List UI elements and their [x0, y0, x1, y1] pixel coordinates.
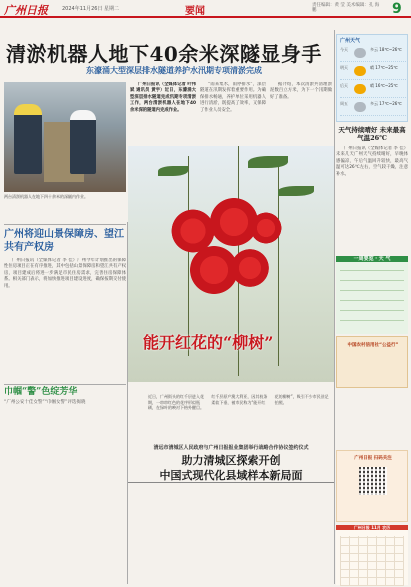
divider — [128, 482, 334, 483]
cloud-icon — [354, 48, 366, 58]
flower-bloom — [228, 246, 272, 290]
editor-credits: 责任编辑：黄 莹 美术编辑：孔 海 鹏 — [312, 3, 380, 13]
worker-figure — [14, 104, 42, 174]
weather-row — [340, 45, 406, 62]
weather-text: 多云 17℃~26℃ — [370, 101, 402, 106]
weather-row — [340, 81, 406, 98]
advertisement-box[interactable] — [336, 336, 408, 388]
branch — [278, 166, 279, 366]
weather-day: 明天 — [340, 65, 348, 70]
article-paragraph: 据介绍，本次清淤共清理淤泥数百立方米，为下一个汛期做好了准备。 — [270, 82, 332, 100]
qr-promo-box[interactable] — [336, 450, 408, 522]
divider — [4, 384, 126, 385]
bottom-story-headline: 助力清城区探索开创 — [181, 454, 281, 467]
weather-city: 广州天气 — [340, 38, 361, 44]
page-number: 9 — [392, 1, 402, 17]
weekly-summary-box — [336, 256, 408, 334]
robot-workers-photo — [4, 82, 126, 192]
article-column — [128, 486, 194, 584]
qr-promo-title: 广州日报 扫码关注 — [354, 456, 392, 461]
article-paragraph: 广州日报讯（全媒体记者 李 佳）未来几天广州天气持续晴好，早晚体感偏凉，午后气温回升较快，最高气温可达26℃左右，空气较干燥，注意补水。 — [336, 146, 408, 177]
feature-body: 近日，广州街头的红千层进入花期，一串串红色的花序形似瓶刷，在绿叶的映衬下格外醒目。红千层原产澳大利亚，因其枝条柔软下垂，被市民称为“能开红花的柳树”，吸引不少市民驻足拍照。 — [148, 394, 329, 411]
leaf — [158, 166, 188, 176]
housing-story-title: 广州将迎山景保障房、望江共有产权房 — [4, 229, 124, 253]
masthead — [0, 0, 411, 18]
calendar-title: 广州日报 11月 农历 — [353, 525, 391, 530]
advertisement-title: 中国农村信用社“公益行” — [347, 343, 399, 348]
police-story-body — [4, 410, 126, 584]
leaf — [248, 156, 288, 168]
divider — [340, 290, 404, 291]
weather-text: 晴 17℃~25℃ — [370, 65, 398, 70]
side-story-title: 天气持续晴好 未来最高气温26℃ — [338, 126, 406, 142]
worker-figure — [70, 110, 96, 174]
bottom-story-kicker: 清远市清城区人民政府与广州日报报业集团举行战略合作协议签约仪式 — [153, 445, 309, 451]
article-column — [268, 486, 332, 584]
divider — [340, 270, 404, 271]
article-paragraph: 广州日报讯（全媒体记者 李 佳）广州今年计划推出的保障性住房项目正在有序推进，其中包括山景保障房和望江共有产权房，项目建成后将进一步满足市民住房需求，完善住房保障体系。相关部门表示，将加快推进项目建设进度，确保按期交付使用。 — [4, 258, 126, 289]
article-column — [130, 82, 196, 140]
weather-day: 后天 — [340, 83, 348, 88]
sun-icon — [354, 84, 366, 94]
side-story-body — [336, 146, 408, 252]
police-story-subtitle: “广州公安十佳女警”“巾帼女警”评选揭晓 — [4, 400, 86, 405]
qr-code-icon[interactable] — [359, 467, 387, 495]
article-paragraph: “雨来集水，雨停排水”，深层隧道在汛期发挥着重要作用。为确保排水畅通，养护单位采用机器人进行清淤，既提高了效率，又保障了作业人员安全。 — [200, 82, 266, 113]
calendar-grid — [340, 536, 404, 586]
divider — [340, 310, 404, 311]
weather-day: 周五 — [340, 101, 348, 106]
divider — [340, 300, 404, 301]
calendar-box — [336, 525, 408, 585]
main-subheadline: 东濠涌大型深层排水隧道养护水汛期专项清淤完成 — [86, 66, 262, 75]
article-column — [198, 486, 264, 584]
housing-story-body — [4, 258, 126, 382]
weekly-summary-title: 一周要览・天 气 — [353, 256, 391, 262]
article-column — [200, 82, 266, 140]
section-title: 要闻 — [185, 6, 205, 17]
weather-row — [340, 63, 406, 80]
police-story — [4, 386, 126, 406]
feature-title: 能开红花的“柳树” — [143, 333, 274, 352]
weather-text: 多云 18℃~26℃ — [370, 47, 402, 52]
weather-row — [340, 99, 406, 116]
column-divider — [334, 30, 335, 584]
bottom-story-headline: 中国式现代化县域样本新局面 — [159, 469, 303, 482]
divider — [4, 224, 126, 225]
sun-icon — [354, 66, 366, 76]
column-divider — [127, 222, 128, 584]
newspaper-logo: 广州日报 — [4, 4, 48, 17]
cloud-icon — [354, 102, 366, 112]
weather-panel — [336, 34, 408, 122]
housing-story — [4, 228, 126, 254]
divider — [340, 320, 404, 321]
weather-text: 晴 16℃~25℃ — [370, 83, 398, 88]
issue-date: 2024年11月26日 星期二 — [62, 6, 120, 12]
divider — [340, 280, 404, 281]
weather-day: 今天 — [340, 47, 348, 52]
police-story-title: 巾帼“警”色绽芳华 — [4, 387, 78, 397]
article-column — [270, 82, 332, 140]
leaf — [278, 186, 314, 196]
flower-bloom — [248, 210, 284, 246]
main-headline: 清淤机器人地下40余米深隧显身手 — [6, 42, 322, 66]
article-paragraph: 广州日报讯（全媒体记者 叶伟斌 通讯员 黄宇）近日，东濠涌大型深层排水隧道完成汛期专项清淤工作，两台清淤机器人在地下40余米深的隧道内完成作业。 — [130, 82, 196, 113]
photo-caption: 两台清淤机器人在地下四十余米的深隧内作业。 — [4, 194, 88, 199]
